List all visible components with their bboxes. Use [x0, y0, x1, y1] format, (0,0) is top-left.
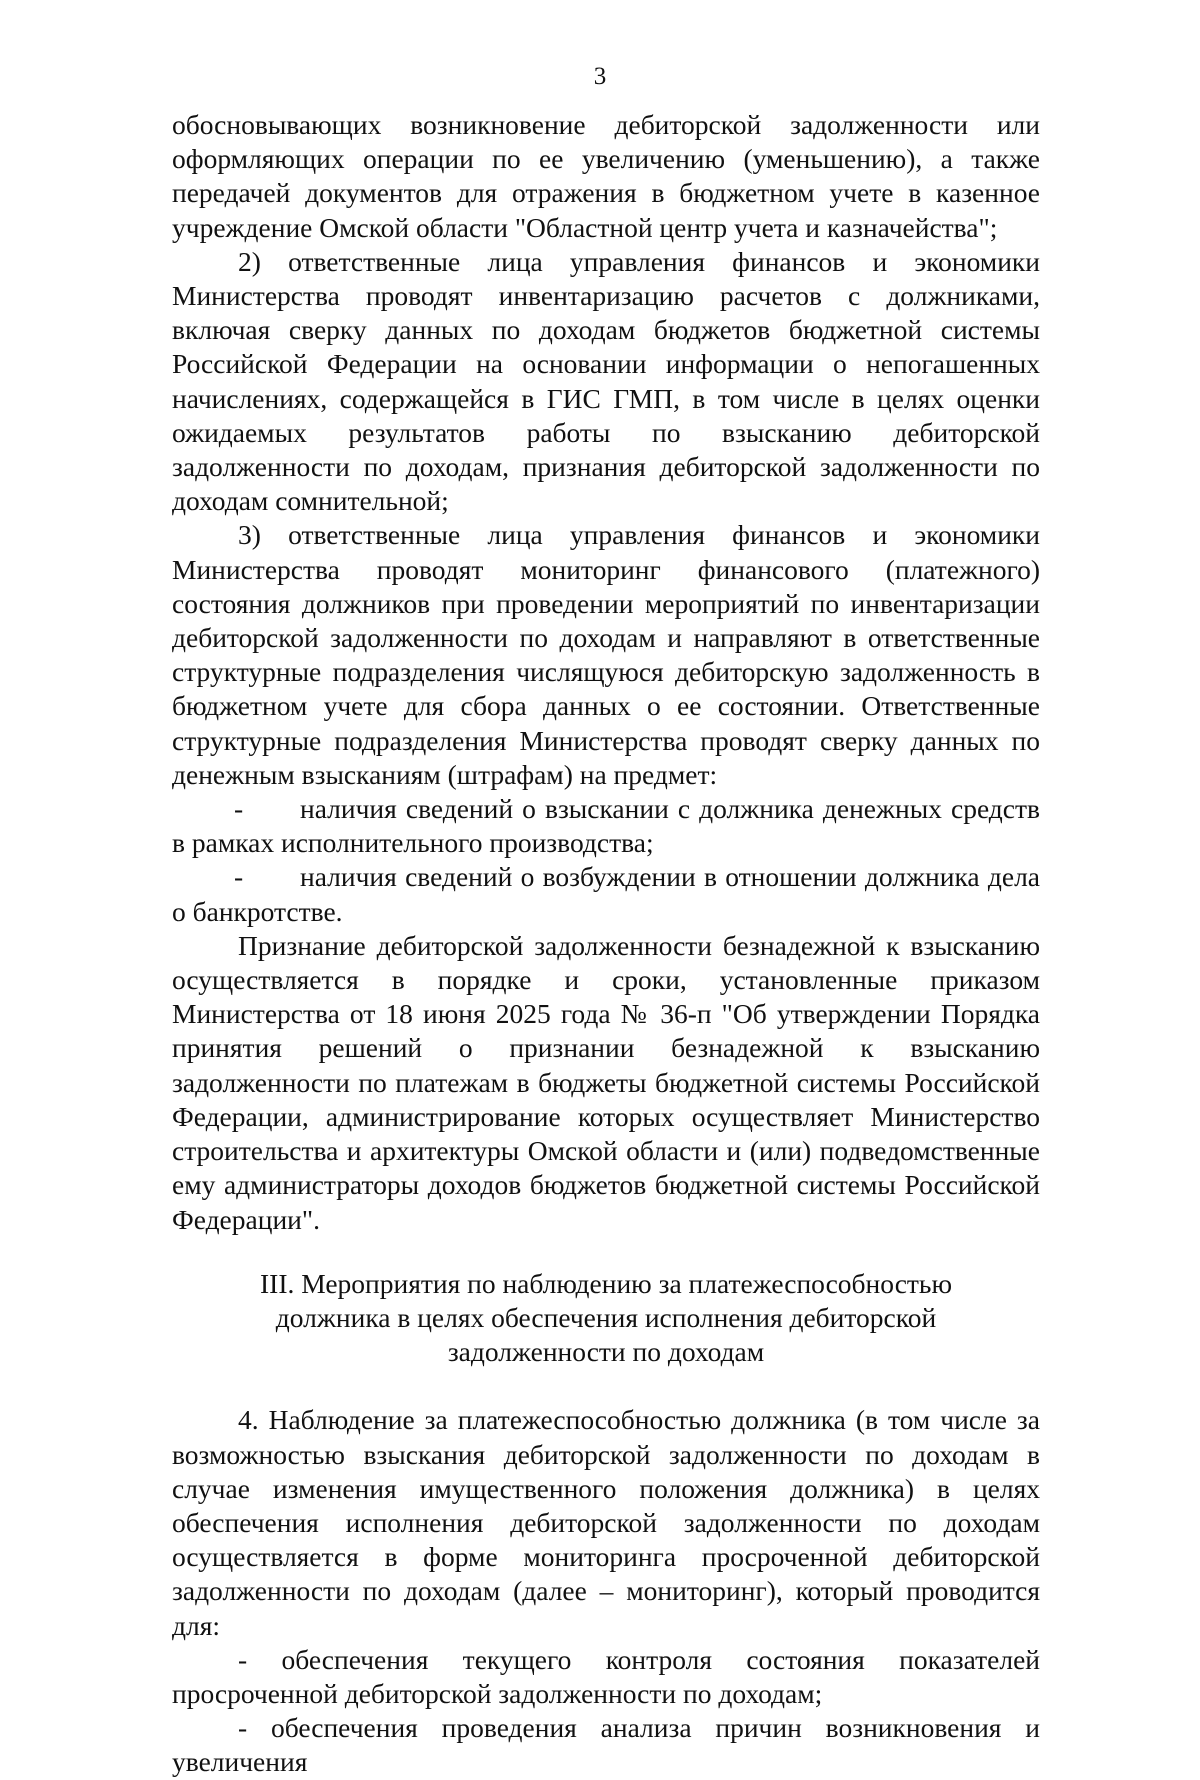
paragraph-continuation: обосновывающих возникновение дебиторской задолженности или оформляющих операции по ее увеличению (уменьшению), а также передачей документов для отражения в бюджетном учете в казенное учреждение Омской области "Областной центр учета и казначейства"; — [172, 109, 1040, 243]
page-number: 3 — [593, 63, 607, 90]
dash-item-text: наличия сведений о взыскании с должника денежных средств в рамках исполнительного производства; — [172, 793, 1040, 859]
paragraph-item-2: 2) ответственные лица управления финансов и экономики Министерства проводят инвентаризацию расчетов с должниками, включая сверку данных по доходам бюджетов бюджетной системы Российской Федерации на основании информации о непогашенных начислениях, содержащейся в ГИС ГМП, в том числе в целях оценки ожидаемых результатов работы по взысканию дебиторской задолженности по доходам, признания дебиторской задолженности по доходам сомнительной; — [172, 245, 1040, 517]
paragraph-recognition: Признание дебиторской задолженности безнадежной к взысканию осуществляется в порядке и сроки, установленные приказом Министерства от 18 июня 2025 года № 36-п "Об утверждении Порядка принятия решений о признании безнадежной к взысканию задолженности по платежам в бюджеты бюджетной системы Российской Федерации, администрирование которых осуществляет Министерство строительства и архитектуры Омской области и (или) подведомственные ему администраторы доходов бюджетов бюджетной системы Российской Федерации". — [172, 929, 1040, 1235]
bullet-item-2: - обеспечения проведения анализа причин возникновения и увеличения — [172, 1712, 1040, 1778]
paragraph-item-3: 3) ответственные лица управления финансов и экономики Министерства проводят мониторинг финансового (платежного) состояния должников при проведении мероприятий по инвентаризации дебиторской задолженности по доходам и направляют в ответственные структурные подразделения числящуюся дебиторскую задолженность в бюджетном учете для сбора данных о ее состоянии. Ответственные структурные подразделения Министерства проводят сверку данных по денежным взысканиям (штрафам) на предмет: — [172, 519, 1040, 790]
document-body — [172, 108, 1040, 1780]
paragraph-item-4: 4. Наблюдение за платежеспособностью должника (в том числе за возможностью взыскания дебиторской задолженности по доходам в случае изменения имущественного положения должника) в целях обеспечения исполнения дебиторской задолженности по доходам осуществляется в форме мониторинга просроченной дебиторской задолженности по доходам (далее – мониторинг), который проводится для: — [172, 1404, 1040, 1641]
dash-item-text: наличия сведений о возбуждении в отношении должника дела о банкротстве. — [172, 861, 1040, 927]
section-heading: III. Мероприятия по наблюдению за платежеспособностью должника в целях обеспечения исполнения дебиторской задолженности по доходам — [260, 1267, 952, 1368]
dash-item-1 — [172, 792, 1040, 860]
dash-marker: - — [234, 861, 244, 893]
bullet-item-1: - обеспечения текущего контроля состояния показателей просроченной дебиторской задолженности по доходам; — [172, 1643, 1040, 1709]
dash-marker: - — [234, 793, 244, 825]
dash-item-2 — [172, 860, 1040, 928]
